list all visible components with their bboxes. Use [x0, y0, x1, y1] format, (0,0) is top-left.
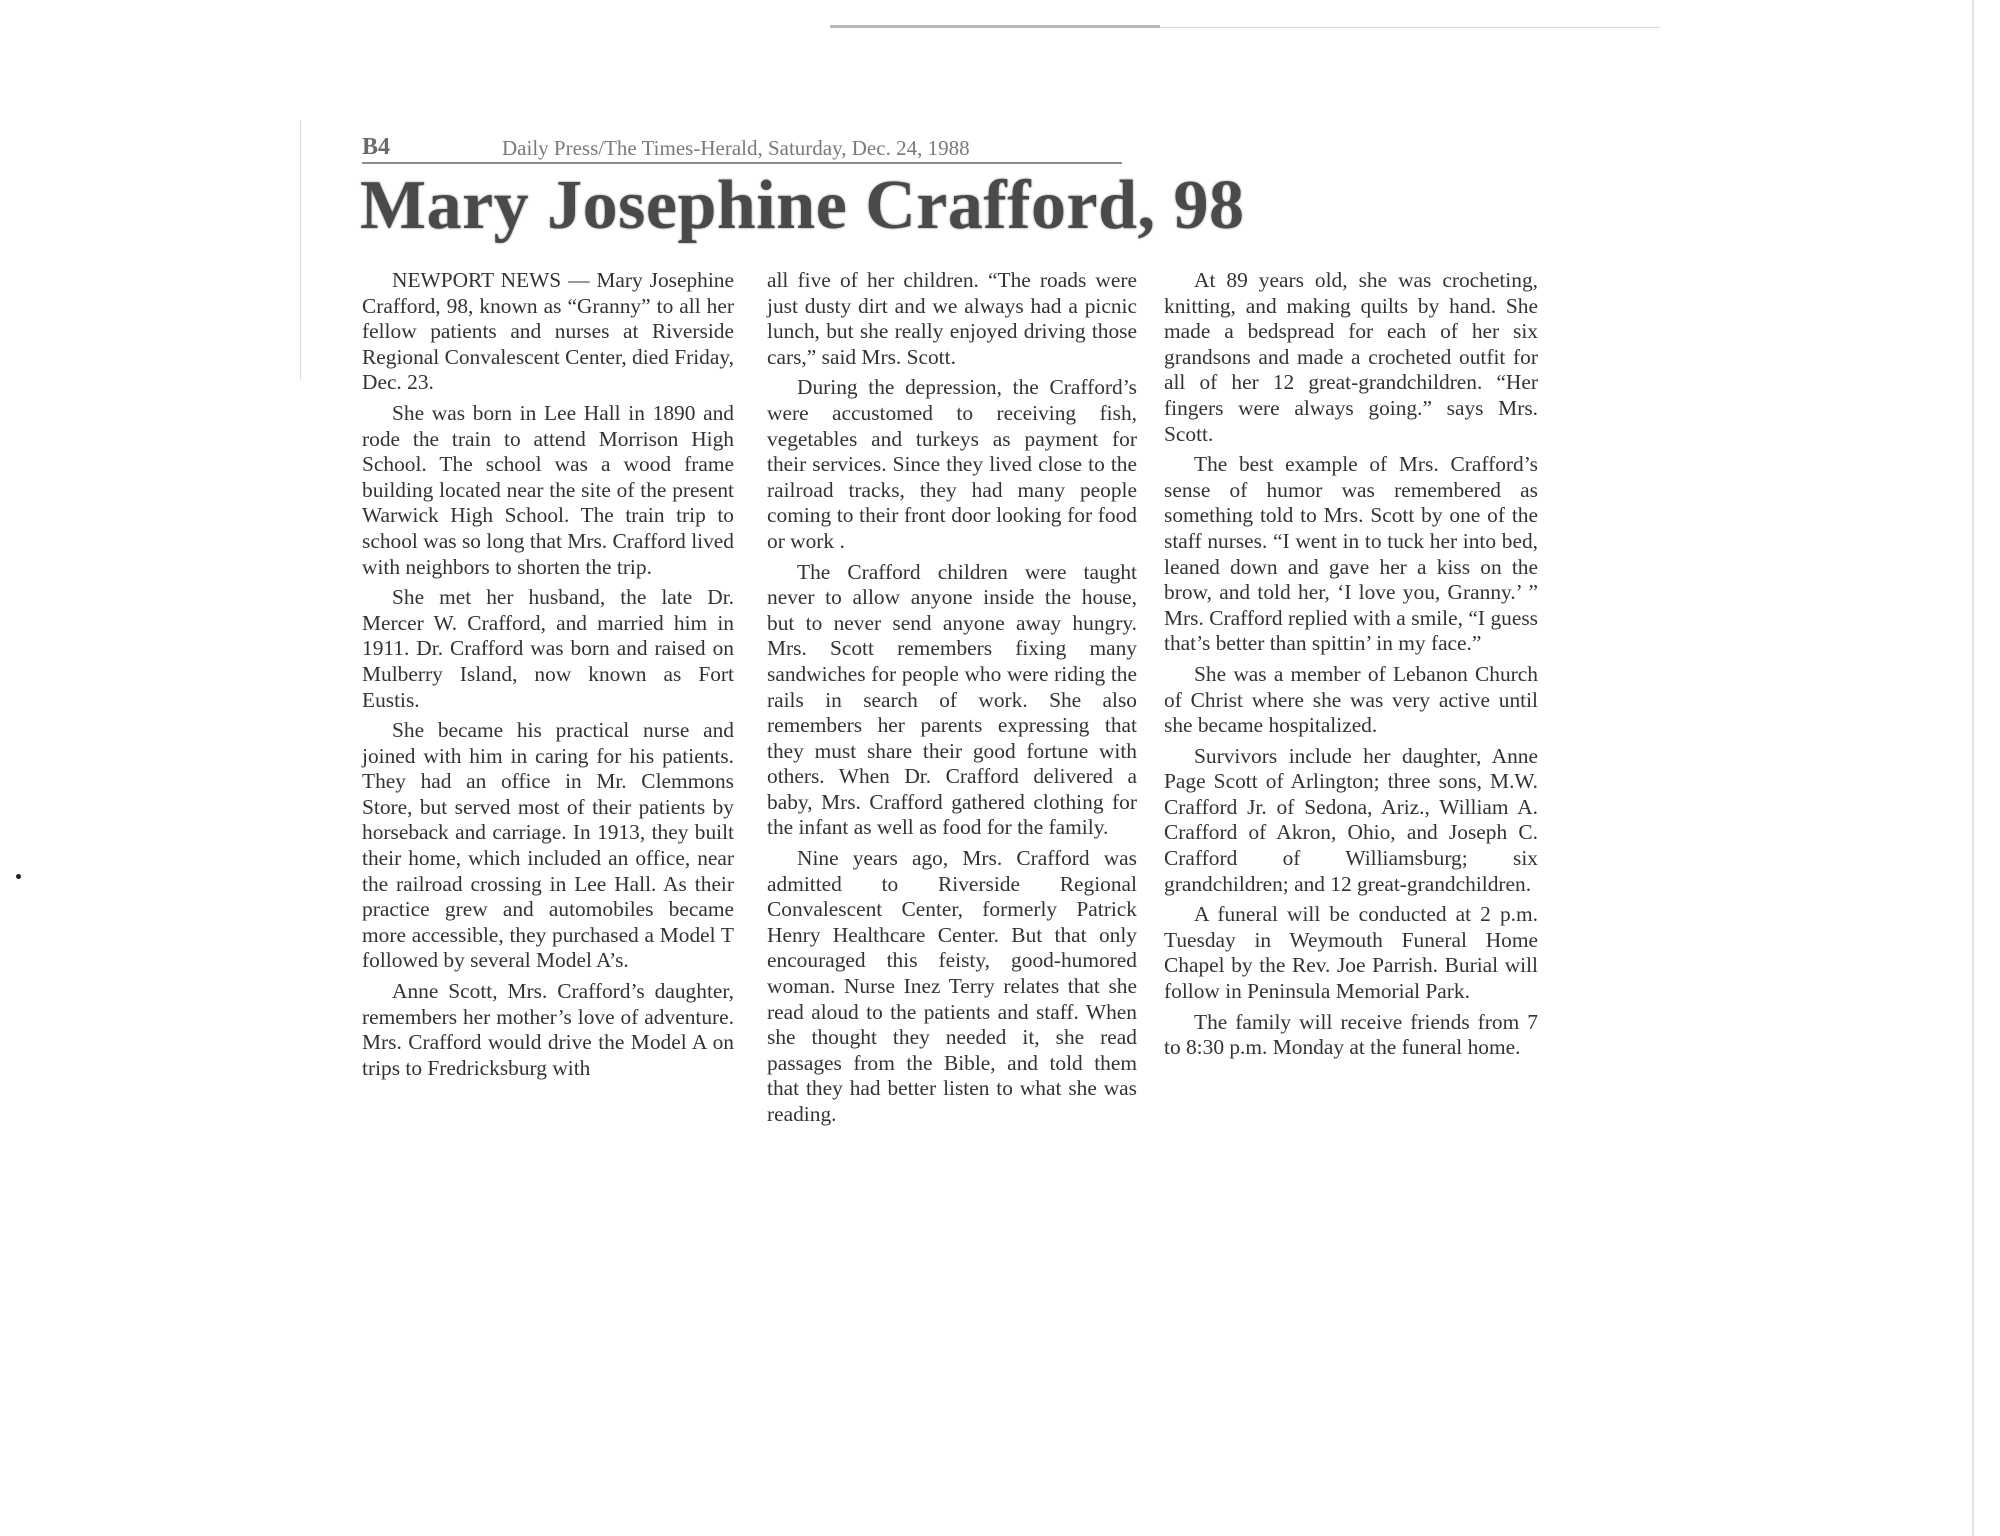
- newspaper-clipping: [362, 118, 1542, 1338]
- scan-artifact-line: [830, 25, 1160, 28]
- article-column-2: [767, 268, 1137, 1133]
- scan-speck: [16, 874, 21, 879]
- scan-artifact-line: [1160, 27, 1660, 28]
- page-header: [362, 128, 1122, 164]
- article-column-3: [1164, 268, 1538, 1066]
- article-paragraph: During the depression, the Crafford’s were accustomed to receiving fish, vegetables and turkeys as payment for their services. Since they lived close to the railroad tracks, they had many people coming to their front door looking for food or work .: [767, 375, 1137, 553]
- article-paragraph: Nine years ago, Mrs. Crafford was admitted to Riverside Regional Convalescent Center, formerly Patrick Henry Healthcare Center. But that only encouraged this feisty, good-humored woman. Nurse Inez Terry relates that she read aloud to the patients and staff. When she thought they needed it, she read passages from the Bible, and told them that they had better listen to what she was reading.: [767, 846, 1137, 1126]
- article-paragraph: all five of her children. “The roads were just dusty dirt and we always had a picnic lunch, but she really enjoyed driving those cars,” said Mrs. Scott.: [767, 268, 1137, 369]
- article-paragraph: She met her husband, the late Dr. Mercer W. Crafford, and married him in 1911. Dr. Crafford was born and raised on Mulberry Island, now known as Fort Eustis.: [362, 585, 734, 712]
- scan-page-edge: [1972, 0, 1974, 1536]
- article-paragraph: She was a member of Lebanon Church of Christ where she was very active until she became hospitalized.: [1164, 661, 1538, 738]
- article-paragraph: A funeral will be conducted at 2 p.m. Tuesday in Weymouth Funeral Home Chapel by the Rev. Joe Parrish. Burial will follow in Peninsula Memorial Park.: [1164, 902, 1538, 1004]
- article-paragraph: She was born in Lee Hall in 1890 and rode the train to attend Morrison High School. The school was a wood frame building located near the site of the present Warwick High School. The train trip to school was so long that Mrs. Crafford lived with neighbors to shorten the trip.: [362, 400, 734, 579]
- obituary-headline: Mary Josephine Crafford, 98: [360, 167, 1245, 244]
- article-column-1: [362, 268, 734, 1086]
- article-paragraph: She became his practical nurse and joined with him in caring for his patients. They had an office in Mr. Clemmons Store, but served most of their patients by horseback and carriage. In 1913, they built their home, which included an office, near the railroad crossing in Lee Hall. As their practice grew and automobiles became more accessible, they purchased a Model T followed by several Model A’s.: [362, 718, 734, 973]
- article-paragraph: The best example of Mrs. Crafford’s sense of humor was remembered as something told to Mrs. Scott by one of the staff nurses. “I went in to tuck her into bed, leaned down and gave her a kiss on the brow, and told her, ‘I love you, Granny.’ ” Mrs. Crafford replied with a smile, “I guess that’s better than spittin’ in my face.”: [1164, 452, 1538, 656]
- page-number: B4: [362, 134, 391, 160]
- article-paragraph: Anne Scott, Mrs. Crafford’s daughter, remembers her mother’s love of adventure. Mrs. Crafford would drive the Model A on trips to Fredricksburg with: [362, 979, 734, 1080]
- article-paragraph: NEWPORT NEWS — Mary Josephine Crafford, 98, known as “Granny” to all her fellow patients and nurses at Riverside Regional Convalescent Center, died Friday, Dec. 23.: [362, 268, 734, 395]
- article-paragraph: Survivors include her daughter, Anne Page Scott of Arlington; three sons, M.W. Crafford Jr. of Sedona, Ariz., William A. Crafford of Akron, Ohio, and Joseph C. Crafford of Williamsburg; six grandchildren; and 12 great-grandchildren.: [1164, 743, 1538, 896]
- article-paragraph: The Crafford children were taught never to allow anyone inside the house, but to never send anyone away hungry. Mrs. Scott remembers fixing many sandwiches for people who were riding the rails in search of work. She also remembers her parents expressing that they must share their good fortune with others. When Dr. Crafford delivered a baby, Mrs. Crafford gathered clothing for the infant as well as food for the family.: [767, 559, 1137, 840]
- article-paragraph: At 89 years old, she was crocheting, knitting, and making quilts by hand. She made a bedspread for each of her six grandsons and made a crocheted outfit for all of her 12 great-grandchildren. “Her fingers were always going.” says Mrs. Scott.: [1164, 268, 1538, 446]
- article-paragraph: The family will receive friends from 7 to 8:30 p.m. Monday at the funeral home.: [1164, 1009, 1538, 1060]
- scan-clipping-edge: [300, 120, 301, 380]
- newspaper-dateline: Daily Press/The Times-Herald, Saturday, Dec. 24, 1988: [502, 136, 970, 160]
